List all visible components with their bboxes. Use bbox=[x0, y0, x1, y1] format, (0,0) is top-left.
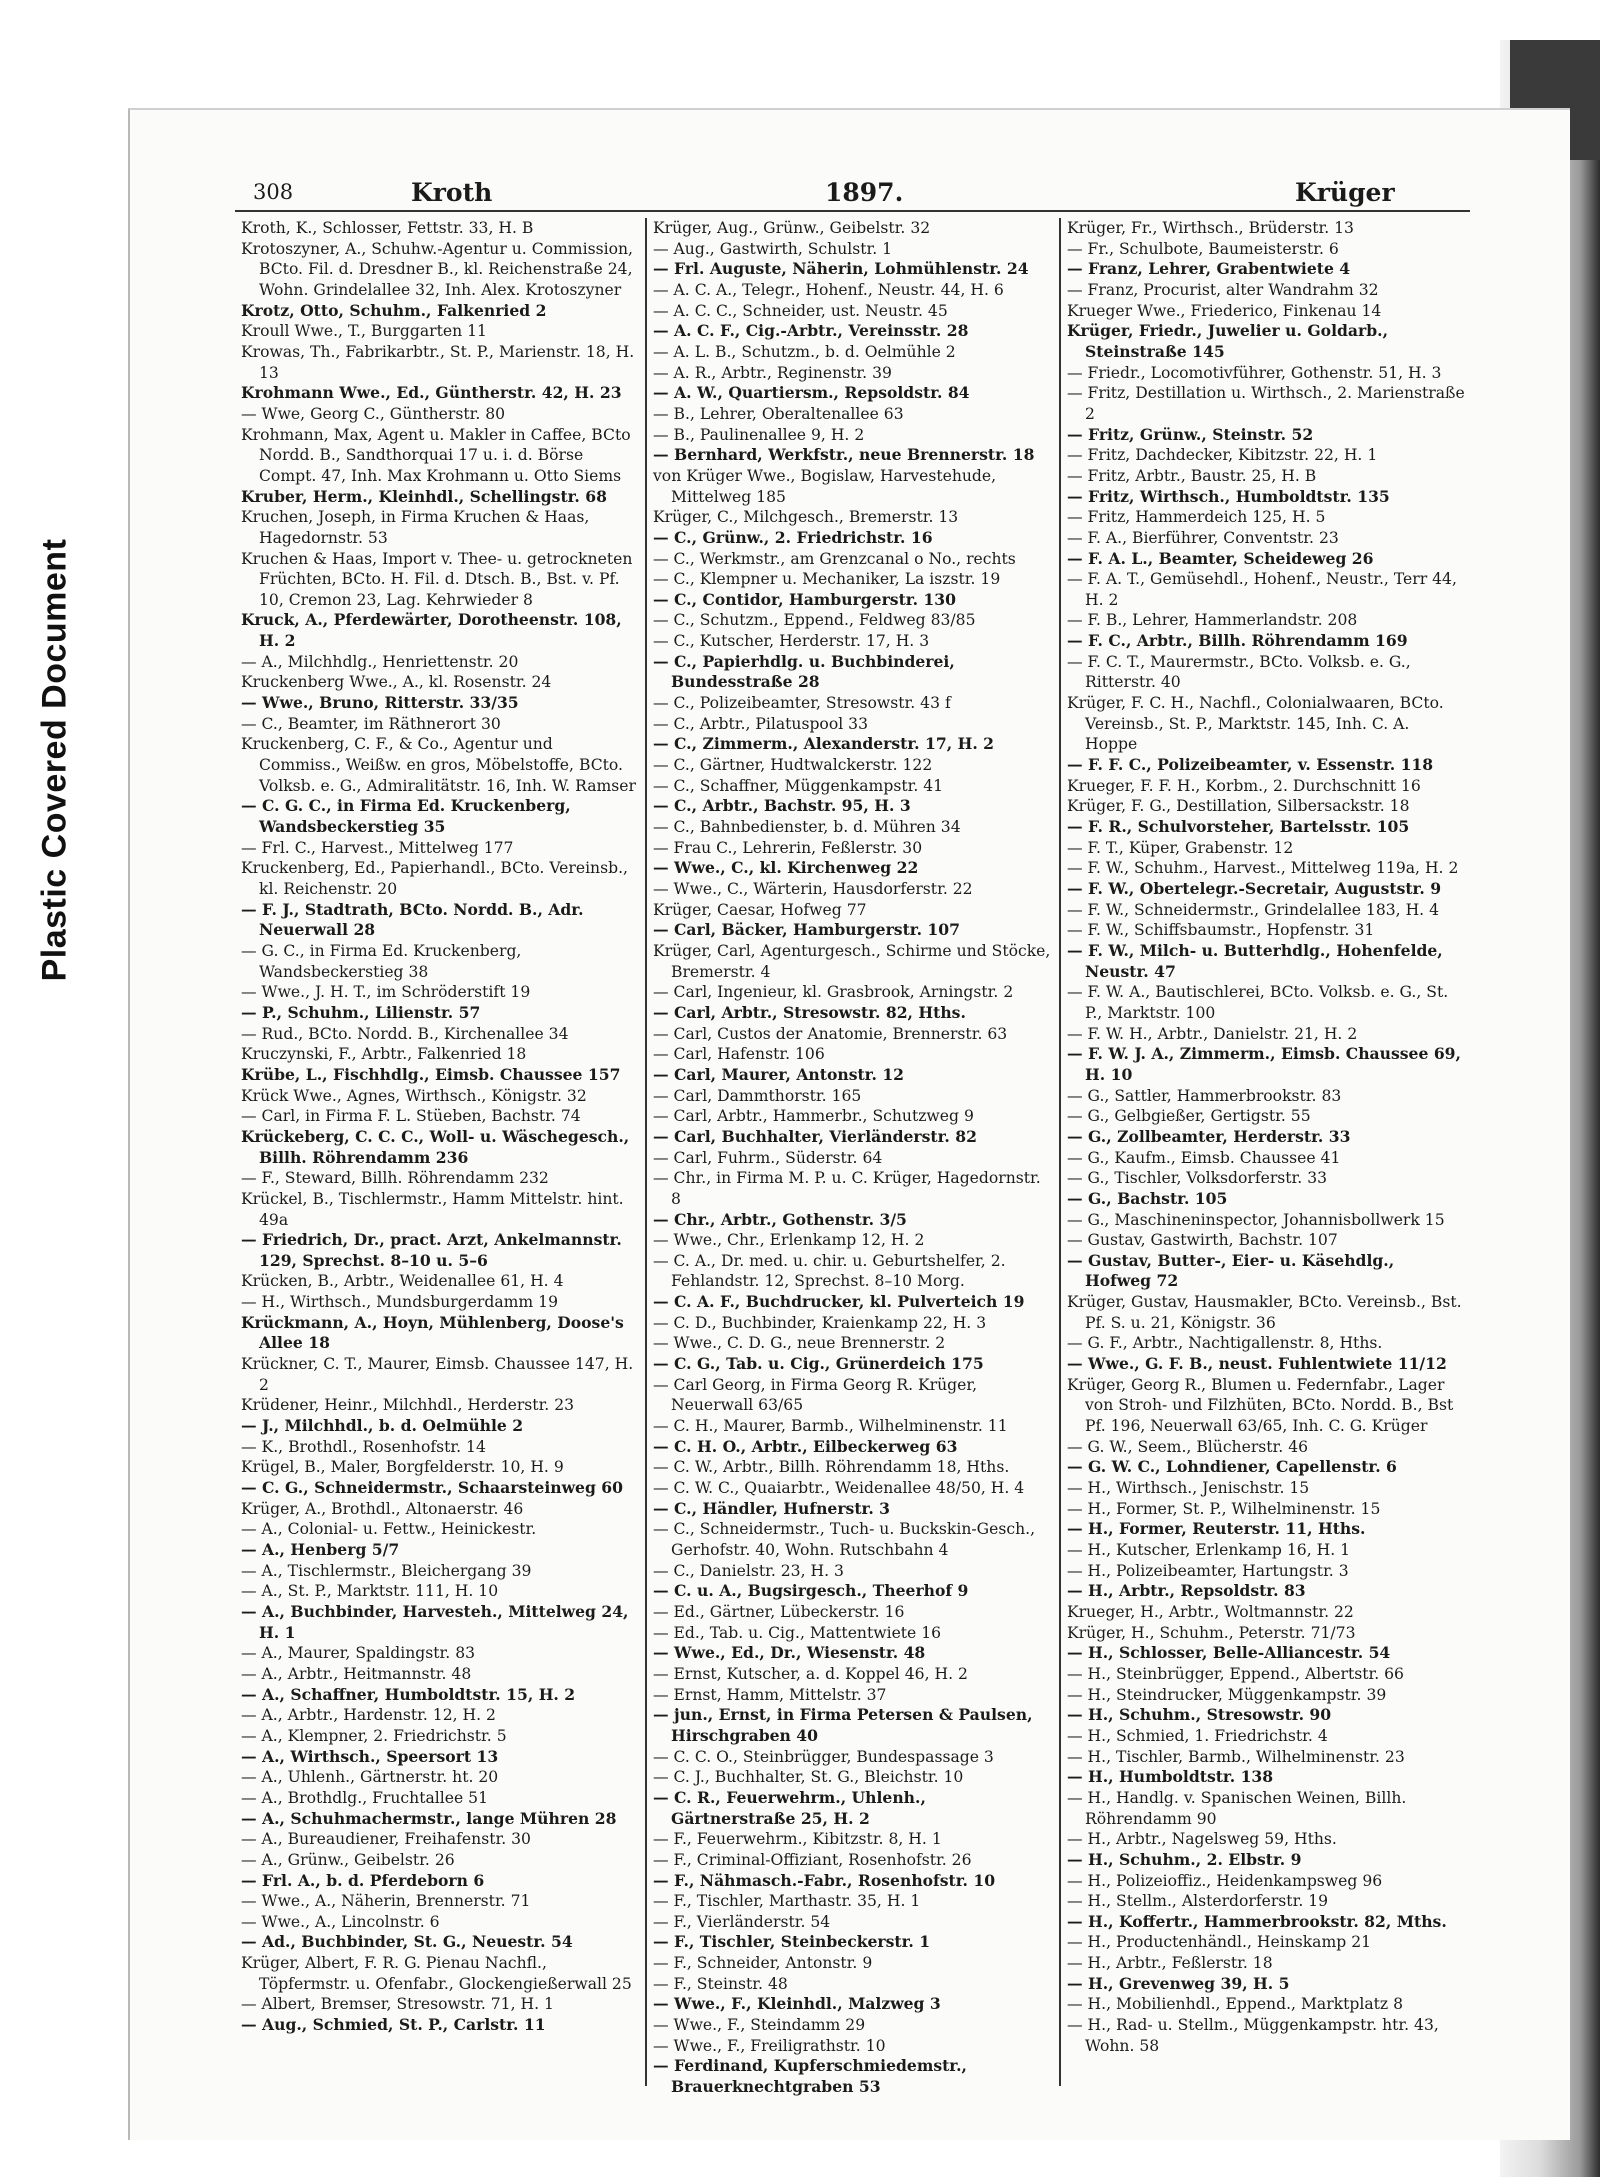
directory-entry: — G., Zollbeamter, Herderstr. 33 bbox=[1067, 1126, 1351, 1146]
directory-entry: — F. W., Schneidermstr., Grindelallee 183, H. 4 bbox=[1067, 900, 1440, 919]
directory-entry: Krüger, Friedr., Juwelier u. Goldarb., Steinstraße 145 bbox=[1067, 321, 1388, 361]
directory-entry: Krowas, Th., Fabrikarbtr., St. P., Marienstr. 18, H. 13 bbox=[241, 342, 635, 382]
directory-entry: Krohmann Wwe., Ed., Güntherstr. 42, H. 23 bbox=[241, 383, 622, 403]
directory-entry: — C., Schutzm., Eppend., Feldweg 83/85 bbox=[653, 611, 976, 630]
directory-entry: — Fritz, Arbtr., Baustr. 25, H. B bbox=[1067, 466, 1317, 485]
directory-entry: — Chr., Arbtr., Gothenstr. 3/5 bbox=[653, 1209, 907, 1229]
header-left-word: Kroth bbox=[411, 178, 493, 207]
directory-entry: Krueger, H., Arbtr., Woltmannstr. 22 bbox=[1067, 1602, 1354, 1621]
directory-entry: — A. C. C., Schneider, ust. Neustr. 45 bbox=[653, 301, 948, 320]
directory-entry: — C. H. O., Arbtr., Eilbeckerweg 63 bbox=[653, 1436, 958, 1456]
directory-entry: — Friedr., Locomotivführer, Gothenstr. 51, H. 3 bbox=[1067, 363, 1442, 382]
directory-entry: — Frau C., Lehrerin, Feßlerstr. 30 bbox=[653, 838, 923, 857]
directory-entry: — C. D., Buchbinder, Kraienkamp 22, H. 3 bbox=[653, 1313, 987, 1332]
directory-entry: — Wwe., Ed., Dr., Wiesenstr. 48 bbox=[653, 1643, 926, 1663]
directory-entry: Krüger, C., Milchgesch., Bremerstr. 13 bbox=[653, 508, 959, 527]
directory-entry: — F. W., Milch- u. Butterhdlg., Hohenfelde, Neustr. 47 bbox=[1067, 940, 1443, 981]
directory-entry: — Fritz, Grünw., Steinstr. 52 bbox=[1067, 424, 1314, 444]
header-rule bbox=[235, 210, 1470, 212]
directory-entry: — F. B., Lehrer, Hammerlandstr. 208 bbox=[1067, 611, 1358, 630]
directory-entry: — C., Contidor, Hamburgerstr. 130 bbox=[653, 589, 956, 609]
directory-entry: — H., Steindrucker, Müggenkampstr. 39 bbox=[1067, 1685, 1387, 1704]
directory-entry: — Bernhard, Werkfstr., neue Brennerstr. 18 bbox=[653, 445, 1035, 465]
directory-entry: — A., Colonial- u. Fettw., Heinickestr. bbox=[241, 1520, 537, 1539]
directory-entry: Krüdener, Heinr., Milchhdl., Herderstr. 23 bbox=[241, 1396, 575, 1415]
directory-entry: — F., Schneider, Antonstr. 9 bbox=[653, 1954, 873, 1973]
directory-entry: — F., Feuerwehrm., Kibitzstr. 8, H. 1 bbox=[653, 1830, 942, 1849]
directory-entry: — C. A., Dr. med. u. chir. u. Geburtshelfer, 2. Fehlandstr. 12, Sprechst. 8–10 Morg. bbox=[653, 1251, 1006, 1291]
directory-entry: — C. J., Buchhalter, St. G., Bleichstr. 10 bbox=[653, 1768, 964, 1787]
directory-entry: Krüger, F. C. H., Nachfl., Colonialwaaren, BCto. Vereinsb., St. P., Marktstr. 145, Inh. C. A. Hoppe bbox=[1067, 694, 1444, 754]
directory-entry: — C. G., Tab. u. Cig., Grünerdeich 175 bbox=[653, 1354, 984, 1374]
directory-entry: — H., Kutscher, Erlenkamp 16, H. 1 bbox=[1067, 1541, 1351, 1559]
directory-entry: — F., Vierländerstr. 54 bbox=[653, 1912, 831, 1931]
directory-entry: — F. W., Obertelegr.-Secretair, Auguststr. 9 bbox=[1067, 879, 1442, 898]
directory-entry: — F., Nähmasch.-Fabr., Rosenhofstr. 10 bbox=[653, 1870, 996, 1890]
directory-entry: — Gustav, Gastwirth, Bachstr. 107 bbox=[1067, 1231, 1338, 1250]
directory-entry: Kruckenberg, Ed., Papierhandl., BCto. Vereinsb., kl. Reichenstr. 20 bbox=[241, 859, 629, 898]
directory-entry: — Fr., Schulbote, Baumeisterstr. 6 bbox=[1067, 239, 1339, 258]
directory-entry: — Ad., Buchbinder, St. G., Neuestr. 54 bbox=[241, 1932, 573, 1952]
directory-entry: — C., Gärtner, Hudtwalckerstr. 122 bbox=[653, 756, 933, 775]
directory-entry: Krücken, B., Arbtr., Weidenallee 61, H. 4 bbox=[241, 1272, 564, 1291]
directory-entry: — F. R., Schulvorsteher, Bartelsstr. 105 bbox=[1067, 817, 1410, 837]
directory-entry: — Rud., BCto. Nordd. B., Kirchenallee 34 bbox=[241, 1024, 569, 1043]
directory-entry: — F. W. H., Arbtr., Danielstr. 21, H. 2 bbox=[1067, 1024, 1358, 1043]
column-1 bbox=[241, 218, 639, 2036]
directory-entry: — F. A. L., Beamter, Scheideweg 26 bbox=[1067, 548, 1374, 568]
directory-entry: — A., Wirthsch., Speersort 13 bbox=[241, 1746, 499, 1766]
directory-entry: — H., Steinbrügger, Eppend., Albertstr. 66 bbox=[1067, 1664, 1404, 1683]
directory-entry: — A., Arbtr., Hardenstr. 12, H. 2 bbox=[241, 1706, 496, 1725]
directory-entry: — A., Klempner, 2. Friedrichstr. 5 bbox=[241, 1726, 507, 1745]
directory-entry: — G., Maschineninspector, Johannisbollwerk 15 bbox=[1067, 1210, 1445, 1229]
directory-entry: — C. G. C., in Firma Ed. Kruckenberg, Wandsbeckerstieg 35 bbox=[241, 796, 571, 837]
directory-entry: — C. W. C., Quaiarbtr., Weidenallee 48/50, H. 4 bbox=[653, 1479, 1025, 1498]
directory-entry: — C., Klempner u. Mechaniker, La iszstr. 19 bbox=[653, 570, 1001, 589]
directory-entry: — H., Wirthsch., Jenischstr. 15 bbox=[1067, 1479, 1310, 1498]
directory-entry: — Gustav, Butter-, Eier- u. Käsehdlg., Hofweg 72 bbox=[1067, 1250, 1395, 1291]
directory-entry: — Ed., Gärtner, Lübeckerstr. 16 bbox=[653, 1602, 905, 1621]
directory-entry: — A., Schuhmachermstr., lange Mühren 28 bbox=[241, 1808, 617, 1828]
directory-entry: — G. W., Seem., Blücherstr. 46 bbox=[1067, 1437, 1309, 1456]
directory-entry: — Frl. A., b. d. Pferdeborn 6 bbox=[241, 1870, 485, 1890]
directory-entry: — F. C. T., Maurermstr., BCto. Volksb. e. G., Ritterstr. 40 bbox=[1067, 652, 1411, 692]
directory-entry: — jun., Ernst, in Firma Petersen & Paulsen, Hirschgraben 40 bbox=[653, 1705, 1033, 1745]
directory-entry: — A. C. A., Telegr., Hohenf., Neustr. 44, H. 6 bbox=[653, 280, 1004, 299]
directory-entry: — C. H., Maurer, Barmb., Wilhelminenstr. 11 bbox=[653, 1417, 1008, 1436]
directory-entry: — Wwe., C., kl. Kirchenweg 22 bbox=[653, 858, 919, 878]
directory-entry: — A. R., Arbtr., Reginenstr. 39 bbox=[653, 363, 892, 382]
directory-entry: — H., Arbtr., Nagelsweg 59, Hths. bbox=[1067, 1830, 1337, 1849]
directory-entry: — A., Tischlermstr., Bleichergang 39 bbox=[241, 1561, 532, 1580]
directory-entry: — F. A., Bierführer, Conventstr. 23 bbox=[1067, 528, 1339, 547]
header-year: 1897. bbox=[825, 178, 904, 207]
directory-entry: — C., Schneidermstr., Tuch- u. Buckskin-Gesch., Gerhofstr. 40, Wohn. Rutschbahn 4 bbox=[653, 1520, 1036, 1559]
directory-entry: — G. C., in Firma Ed. Kruckenberg, Wandsbeckerstieg 38 bbox=[241, 941, 522, 981]
directory-entry: — Aug., Schmied, St. P., Carlstr. 11 bbox=[241, 2015, 546, 2035]
directory-entry: — P., Schuhm., Lilienstr. 57 bbox=[241, 1002, 481, 1022]
directory-entry: — Wwe., G. F. B., neust. Fuhlentwiete 11/12 bbox=[1067, 1354, 1447, 1374]
directory-entry: Krüger, Gustav, Hausmakler, BCto. Vereinsb., Bst. Pf. S. u. 21, Königstr. 36 bbox=[1067, 1293, 1462, 1332]
directory-entry: — G., Kaufm., Eimsb. Chaussee 41 bbox=[1067, 1148, 1341, 1167]
directory-entry: Krückner, C. T., Maurer, Eimsb. Chaussee 147, H. 2 bbox=[241, 1355, 634, 1394]
directory-entry: — Ferdinand, Kupferschmiedemstr., Brauerknechtgraben 53 bbox=[653, 2056, 967, 2097]
directory-entry: Krübe, L., Fischhdlg., Eimsb. Chaussee 157 bbox=[241, 1064, 621, 1084]
directory-entry: — F. A. T., Gemüsehdl., Hohenf., Neustr., Terr 44, H. 2 bbox=[1067, 570, 1457, 609]
directory-entry: — C. A. F., Buchdrucker, kl. Pulverteich 19 bbox=[653, 1292, 1025, 1312]
banner-label: Plastic Covered Document bbox=[35, 538, 74, 982]
directory-entry: — A., Arbtr., Heitmannstr. 48 bbox=[241, 1664, 472, 1683]
page-number: 308 bbox=[253, 180, 294, 204]
directory-entry: — H., Schuhm., 2. Elbstr. 9 bbox=[1067, 1849, 1302, 1869]
directory-entry: Krückmann, A., Hoyn, Mühlenberg, Doose's Allee 18 bbox=[241, 1312, 624, 1353]
column-2 bbox=[653, 218, 1051, 2098]
directory-entry: — H., Mobilienhdl., Eppend., Marktplatz 8 bbox=[1067, 1995, 1404, 2014]
directory-entry: Krüger, Georg R., Blumen u. Federnfabr., Lager von Stroh- und Filzhüten, BCto. Nordd. B., Bst Pf. 196, Neuerwall 63/65, Inh. C. G. Krüger bbox=[1067, 1375, 1454, 1436]
directory-entry: Kruchen, Joseph, in Firma Kruchen & Haas, Hagedornstr. 53 bbox=[241, 508, 590, 547]
directory-entry: — Carl, Custos der Anatomie, Brennerstr. 63 bbox=[653, 1024, 1008, 1043]
directory-entry: — A., Bureaudiener, Freihafenstr. 30 bbox=[241, 1830, 531, 1849]
directory-entry: — Ernst, Hamm, Mittelstr. 37 bbox=[653, 1685, 887, 1704]
directory-entry: Krüger, Caesar, Hofweg 77 bbox=[653, 900, 867, 919]
directory-entry: — C., Werkmstr., am Grenzcanal o No., rechts bbox=[653, 549, 1016, 568]
directory-entry: — J., Milchhdl., b. d. Oelmühle 2 bbox=[241, 1416, 524, 1436]
directory-entry: — A., Henberg 5/7 bbox=[241, 1540, 400, 1559]
directory-entry: Krückel, B., Tischlermstr., Hamm Mittelstr. hint. 49a bbox=[241, 1189, 624, 1229]
directory-entry: Kroull Wwe., T., Burggarten 11 bbox=[241, 322, 487, 341]
directory-entry: — Franz, Procurist, alter Wandrahm 32 bbox=[1067, 280, 1379, 299]
directory-entry: — F. T., Küper, Grabenstr. 12 bbox=[1067, 838, 1294, 857]
directory-entry: — H., Polizeioffiz., Heidenkampsweg 96 bbox=[1067, 1871, 1383, 1890]
directory-entry: — C., Arbtr., Pilatuspool 33 bbox=[653, 714, 868, 733]
running-head bbox=[235, 178, 1470, 210]
directory-entry: — H., Wirthsch., Mundsburgerdamm 19 bbox=[241, 1293, 559, 1312]
directory-entry: — Wwe., A., Näherin, Brennerstr. 71 bbox=[241, 1892, 531, 1911]
directory-entry: — H., Schmied, 1. Friedrichstr. 4 bbox=[1067, 1726, 1328, 1745]
directory-entry: — G., Sattler, Hammerbrookstr. 83 bbox=[1067, 1086, 1342, 1105]
directory-entry: — Wwe., Bruno, Ritterstr. 33/35 bbox=[241, 693, 519, 713]
directory-entry: — H., Humboldtstr. 138 bbox=[1067, 1767, 1274, 1787]
directory-entry: — Albert, Bremser, Stresowstr. 71, H. 1 bbox=[241, 1995, 554, 2014]
directory-entry: — Wwe, Georg C., Güntherstr. 80 bbox=[241, 404, 506, 423]
directory-entry: — Wwe., A., Lincolnstr. 6 bbox=[241, 1912, 440, 1931]
directory-entry: — Carl, in Firma F. L. Stüeben, Bachstr. 74 bbox=[241, 1107, 581, 1126]
directory-entry: — A. L. B., Schutzm., b. d. Oelmühle 2 bbox=[653, 342, 956, 361]
directory-entry: — F., Steinstr. 48 bbox=[653, 1974, 788, 1993]
directory-entry: — F. W., Schuhm., Harvest., Mittelweg 119a, H. 2 bbox=[1067, 859, 1459, 878]
directory-entry: — B., Lehrer, Oberaltenallee 63 bbox=[653, 404, 904, 423]
directory-entry: — H., Tischler, Barmb., Wilhelminenstr. 23 bbox=[1067, 1747, 1405, 1766]
directory-page bbox=[235, 178, 1470, 2097]
directory-entry: — Carl, Ingenieur, kl. Grasbrook, Arningstr. 2 bbox=[653, 983, 1014, 1002]
directory-entry: — Wwe., Chr., Erlenkamp 12, H. 2 bbox=[653, 1231, 925, 1250]
directory-entry: Krüger, Albert, F. R. G. Pienau Nachfl., Töpfermstr. u. Ofenfabr., Glockengießerwall 25 bbox=[241, 1954, 632, 1993]
directory-entry: — C. R., Feuerwehrm., Uhlenh., Gärtnerstraße 25, H. 2 bbox=[653, 1787, 926, 1828]
directory-entry: Krüger, Carl, Agenturgesch., Schirme und Stöcke, Bremerstr. 4 bbox=[653, 941, 1051, 981]
directory-entry: — G., Gelbgießer, Gertigstr. 55 bbox=[1067, 1107, 1311, 1126]
directory-entry: — Carl, Bäcker, Hamburgerstr. 107 bbox=[653, 920, 960, 940]
directory-entry: — C., Danielstr. 23, H. 3 bbox=[653, 1561, 844, 1580]
directory-entry: Krüger, F. G., Destillation, Silbersackstr. 18 bbox=[1067, 797, 1410, 816]
directory-entry: — Carl, Hafenstr. 106 bbox=[653, 1045, 825, 1064]
directory-entry: — C. u. A., Bugsirgesch., Theerhof 9 bbox=[653, 1581, 969, 1601]
directory-entry: — C., Schaffner, Müggenkampstr. 41 bbox=[653, 776, 944, 795]
directory-entry: — A. C. F., Cig.-Arbtr., Vereinsstr. 28 bbox=[653, 321, 969, 341]
directory-entry: — Fritz, Hammerdeich 125, H. 5 bbox=[1067, 508, 1326, 527]
directory-entry: — A., Schaffner, Humboldtstr. 15, H. 2 bbox=[241, 1684, 576, 1704]
directory-entry: — G., Tischler, Volksdorferstr. 33 bbox=[1067, 1169, 1328, 1188]
directory-entry: — C. W., Arbtr., Billh. Röhrendamm 18, Hths. bbox=[653, 1458, 1010, 1477]
column-rule-2 bbox=[1059, 218, 1061, 2086]
directory-entry: — G. F., Arbtr., Nachtigallenstr. 8, Hths. bbox=[1067, 1334, 1383, 1353]
directory-entry: — H., Arbtr., Repsoldstr. 83 bbox=[1067, 1581, 1306, 1601]
directory-entry: — C., Papierhdlg. u. Buchbinderei, Bundesstraße 28 bbox=[653, 651, 955, 692]
directory-entry: — G., Bachstr. 105 bbox=[1067, 1188, 1228, 1208]
directory-entry: — F. W., Schiffsbaumstr., Hopfenstr. 31 bbox=[1067, 921, 1375, 940]
directory-entry: — Fritz, Destillation u. Wirthsch., 2. Marienstraße 2 bbox=[1067, 384, 1465, 423]
column-rule-1 bbox=[645, 218, 647, 2086]
directory-entry: — A. W., Quartiersm., Repsoldstr. 84 bbox=[653, 383, 970, 403]
directory-entry: — C., Grünw., 2. Friedrichstr. 16 bbox=[653, 527, 933, 547]
directory-entry: Kruchen & Haas, Import v. Thee- u. getrockneten Früchten, BCto. H. Fil. d. Dtsch. B., Bst. v. Pf. 10, Cremon 23, Lag. Kehrwieder 8 bbox=[241, 549, 633, 609]
directory-entry: — Frl. C., Harvest., Mittelweg 177 bbox=[241, 838, 514, 857]
directory-entry: Kruckenberg Wwe., A., kl. Rosenstr. 24 bbox=[241, 673, 552, 692]
directory-entry: von Krüger Wwe., Bogislaw, Harvestehude, Mittelweg 185 bbox=[653, 466, 997, 506]
directory-entry: — H., Arbtr., Feßlerstr. 18 bbox=[1067, 1954, 1273, 1973]
directory-entry: — A., Uhlenh., Gärtnerstr. ht. 20 bbox=[241, 1768, 499, 1787]
directory-entry: — F., Tischler, Marthastr. 35, H. 1 bbox=[653, 1892, 921, 1911]
directory-entry: — Carl, Arbtr., Hammerbr., Schutzweg 9 bbox=[653, 1107, 974, 1126]
directory-entry: — Ernst, Kutscher, a. d. Koppel 46, H. 2 bbox=[653, 1664, 968, 1683]
directory-entry: — Carl, Maurer, Antonstr. 12 bbox=[653, 1064, 905, 1084]
directory-entry: — A., Brothdlg., Fruchtallee 51 bbox=[241, 1788, 489, 1807]
directory-entry: Krueger Wwe., Friederico, Finkenau 14 bbox=[1067, 301, 1382, 320]
directory-entry: Krüger, H., Schuhm., Peterstr. 71/73 bbox=[1067, 1623, 1356, 1642]
directory-entry: — H., Polizeibeamter, Hartungstr. 3 bbox=[1067, 1561, 1349, 1580]
directory-entry: Krüger, Fr., Wirthsch., Brüderstr. 13 bbox=[1067, 219, 1354, 237]
directory-entry: — H., Stellm., Alsterdorferstr. 19 bbox=[1067, 1892, 1329, 1911]
directory-entry: — Carl, Arbtr., Stresowstr. 82, Hths. bbox=[653, 1002, 966, 1022]
directory-entry: Kroth, K., Schlosser, Fettstr. 33, H. B bbox=[241, 219, 534, 237]
directory-entry: — H., Former, St. P., Wilhelminenstr. 15 bbox=[1067, 1499, 1381, 1518]
directory-entry: Kruck, A., Pferdewärter, Dorotheenstr. 108, H. 2 bbox=[241, 610, 622, 651]
directory-entry: — Franz, Lehrer, Grabentwiete 4 bbox=[1067, 259, 1351, 279]
header-right-word: Krüger bbox=[1295, 178, 1395, 207]
directory-entry: — K., Brothdl., Rosenhofstr. 14 bbox=[241, 1437, 486, 1456]
directory-entry: Krotoszyner, A., Schuhw.-Agentur u. Commission, BCto. Fil. d. Dresdner B., kl. Reichenstraße 24, Wohn. Grindelallee 32, Inh. Alex. Krotoszyner bbox=[241, 239, 633, 299]
directory-entry: — F. J., Stadtrath, BCto. Nordd. B., Adr. Neuerwall 28 bbox=[241, 899, 584, 940]
directory-entry: — A., St. P., Marktstr. 111, H. 10 bbox=[241, 1582, 499, 1601]
directory-entry: Krüger, A., Brothdl., Altonaerstr. 46 bbox=[241, 1499, 524, 1518]
directory-entry: — F. F. C., Polizeibeamter, v. Essenstr. 118 bbox=[1067, 755, 1434, 775]
directory-entry: — H., Former, Reuterstr. 11, Hths. bbox=[1067, 1519, 1366, 1539]
directory-entry: — H., Productenhändl., Heinskamp 21 bbox=[1067, 1933, 1372, 1952]
directory-entry: — C., Zimmerm., Alexanderstr. 17, H. 2 bbox=[653, 734, 995, 754]
directory-entry: Krotz, Otto, Schuhm., Falkenried 2 bbox=[241, 300, 547, 320]
directory-entry: — Wwe., C. D. G., neue Brennerstr. 2 bbox=[653, 1334, 946, 1353]
directory-entry: — A., Buchbinder, Harvesteh., Mittelweg 24, H. 1 bbox=[241, 1601, 629, 1642]
directory-entry: — F. W. A., Bautischlerei, BCto. Volksb. e. G., St. P., Marktstr. 100 bbox=[1067, 983, 1449, 1022]
directory-entry: Krückeberg, C. C. C., Woll- u. Wäschegesch., Billh. Röhrendamm 236 bbox=[241, 1126, 630, 1167]
directory-entry: — C., Polizeibeamter, Stresowstr. 43 f bbox=[653, 694, 951, 713]
directory-entry: — A., Milchhdlg., Henriettenstr. 20 bbox=[241, 652, 519, 671]
directory-entry: Kruczynski, F., Arbtr., Falkenried 18 bbox=[241, 1045, 527, 1064]
directory-entry: — B., Paulinenallee 9, H. 2 bbox=[653, 425, 865, 444]
directory-entry: — Wwe., J. H. T., im Schröderstift 19 bbox=[241, 983, 531, 1002]
directory-entry: — Fritz, Dachdecker, Kibitzstr. 22, H. 1 bbox=[1067, 446, 1378, 465]
side-banner bbox=[0, 0, 110, 2177]
directory-entry: — Wwe., F., Freiligrathstr. 10 bbox=[653, 2036, 886, 2055]
directory-entry: — Fritz, Wirthsch., Humboldtstr. 135 bbox=[1067, 486, 1390, 506]
directory-entry: — Carl, Fuhrm., Süderstr. 64 bbox=[653, 1148, 883, 1167]
directory-entry: Krüger, Aug., Grünw., Geibelstr. 32 bbox=[653, 219, 931, 237]
directory-entry: — C., Händler, Hufnerstr. 3 bbox=[653, 1498, 891, 1518]
directory-entry: — C. G., Schneidermstr., Schaarsteinweg 60 bbox=[241, 1478, 623, 1498]
directory-entry: — Wwe., F., Kleinhdl., Malzweg 3 bbox=[653, 1994, 941, 2014]
directory-entry: — Wwe., C., Wärterin, Hausdorferstr. 22 bbox=[653, 880, 973, 898]
directory-entry: — H., Schuhm., Stresowstr. 90 bbox=[1067, 1705, 1332, 1725]
directory-entry: — Frl. Auguste, Näherin, Lohmühlenstr. 24 bbox=[653, 259, 1029, 279]
directory-entry: — C., Arbtr., Bachstr. 95, H. 3 bbox=[653, 796, 911, 816]
directory-entry: Krueger, F. F. H., Korbm., 2. Durchschnitt 16 bbox=[1067, 776, 1421, 795]
directory-entry: — Aug., Gastwirth, Schulstr. 1 bbox=[653, 239, 893, 258]
directory-entry: — F., Criminal-Offiziant, Rosenhofstr. 26 bbox=[653, 1850, 972, 1869]
directory-entry: — Carl, Dammthorstr. 165 bbox=[653, 1086, 862, 1105]
directory-entry: — Wwe., F., Steindamm 29 bbox=[653, 2016, 866, 2035]
directory-entry: Kruckenberg, C. F., & Co., Agentur und Commiss., Weißw. en gros, Möbelstoffe, BCto. Volksb. e. G., Admiralitätstr. 16, Inh. W. Ramser bbox=[241, 735, 636, 795]
directory-entry: — A., Grünw., Geibelstr. 26 bbox=[241, 1850, 455, 1869]
directory-entry: Krohmann, Max, Agent u. Makler in Caffee, BCto Nordd. B., Sandthorquai 17 u. i. d. Börse Compt. 47, Inh. Max Krohmann u. Otto Siems bbox=[241, 425, 631, 485]
directory-entry: — C., Bahnbedienster, b. d. Mühren 34 bbox=[653, 818, 961, 837]
directory-entry: Krück Wwe., Agnes, Wirthsch., Königstr. 32 bbox=[241, 1086, 587, 1105]
directory-entry: — Friedrich, Dr., pract. Arzt, Ankelmannstr. 129, Sprechst. 8–10 u. 5–6 bbox=[241, 1230, 622, 1270]
directory-entry: — F. W. J. A., Zimmerm., Eimsb. Chaussee 69, H. 10 bbox=[1067, 1044, 1461, 1084]
directory-entry: — C. C. O., Steinbrügger, Bundespassage 3 bbox=[653, 1747, 994, 1766]
directory-entry: — F., Tischler, Steinbeckerstr. 1 bbox=[653, 1932, 931, 1952]
directory-entry: Krügel, B., Maler, Borgfelderstr. 10, H. 9 bbox=[241, 1458, 564, 1477]
directory-entry: — Chr., in Firma M. P. u. C. Krüger, Hagedornstr. 8 bbox=[653, 1169, 1041, 1208]
directory-entry: — H., Schlosser, Belle-Alliancestr. 54 bbox=[1067, 1643, 1391, 1663]
directory-entry: Kruber, Herm., Kleinhdl., Schellingstr. 68 bbox=[241, 486, 607, 506]
directory-entry: — G. W. C., Lohndiener, Capellenstr. 6 bbox=[1067, 1457, 1397, 1477]
directory-entry: — C., Beamter, im Räthnerort 30 bbox=[241, 714, 501, 733]
directory-entry: — H., Grevenweg 39, H. 5 bbox=[1067, 1973, 1290, 1993]
directory-entry: — H., Rad- u. Stellm., Müggenkampstr. htr. 43, Wohn. 58 bbox=[1067, 2016, 1439, 2055]
directory-entry: — Ed., Tab. u. Cig., Mattentwiete 16 bbox=[653, 1623, 942, 1642]
directory-entry: — H., Koffertr., Hammerbrookstr. 82, Mths. bbox=[1067, 1911, 1447, 1931]
directory-entry: — H., Handlg. v. Spanischen Weinen, Billh. Röhrendamm 90 bbox=[1067, 1788, 1407, 1828]
column-3 bbox=[1067, 218, 1465, 2056]
directory-entry: — Carl Georg, in Firma Georg R. Krüger, Neuerwall 63/65 bbox=[653, 1375, 978, 1415]
directory-entry: — F., Steward, Billh. Röhrendamm 232 bbox=[241, 1169, 549, 1188]
directory-entry: — F. C., Arbtr., Billh. Röhrendamm 169 bbox=[1067, 631, 1408, 651]
directory-entry: — C., Kutscher, Herderstr. 17, H. 3 bbox=[653, 632, 930, 651]
directory-entry: — Carl, Buchhalter, Vierländerstr. 82 bbox=[653, 1126, 977, 1146]
directory-entry: — A., Maurer, Spaldingstr. 83 bbox=[241, 1644, 476, 1663]
